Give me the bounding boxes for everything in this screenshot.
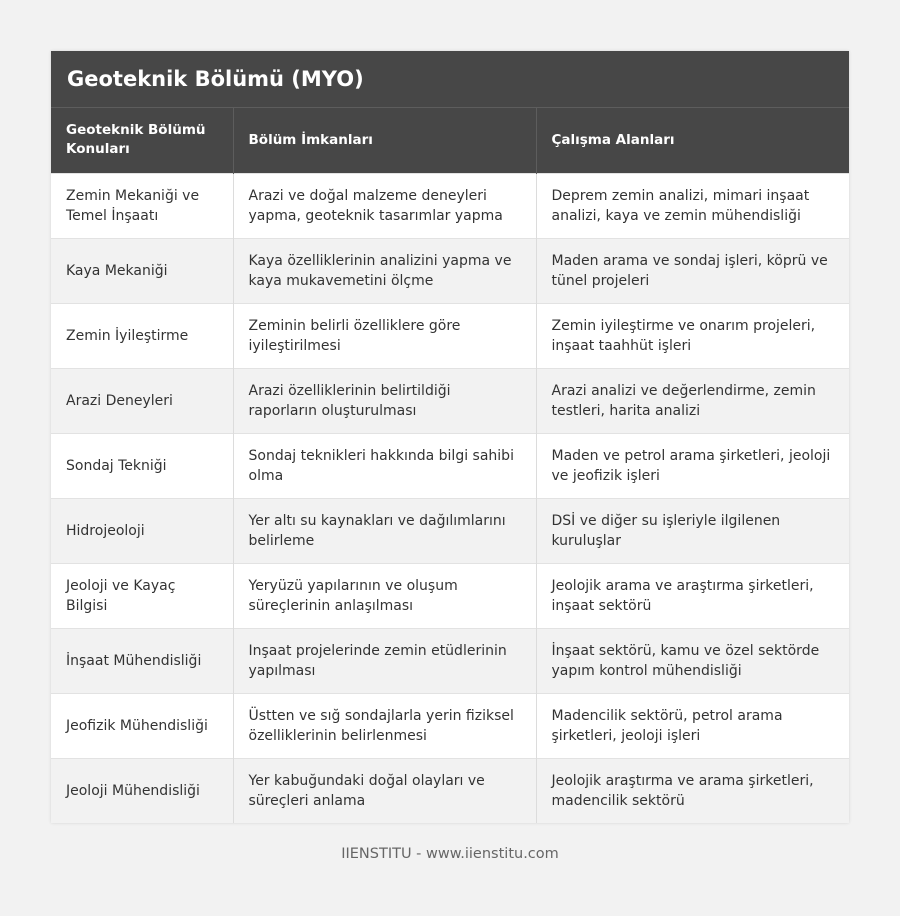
footer-credit: IIENSTITU - www.iienstitu.com: [341, 846, 559, 862]
cell-topic: Jeoloji Mühendisliği: [51, 758, 233, 823]
cell-work-area: Arazi analizi ve değerlendirme, zemin testleri, harita analizi: [536, 368, 849, 433]
table-title: Geoteknik Bölümü (MYO): [51, 51, 849, 108]
cell-work-area: Deprem zemin analizi, mimari inşaat analizi, kaya ve zemin mühendisliği: [536, 173, 849, 238]
cell-facility: Kaya özelliklerinin analizini yapma ve kaya mukavemetini ölçme: [233, 238, 536, 303]
cell-topic: İnşaat Mühendisliği: [51, 628, 233, 693]
cell-facility: Zeminin belirli özelliklere göre iyileştirilmesi: [233, 303, 536, 368]
data-table: [51, 108, 849, 823]
cell-work-area: İnşaat sektörü, kamu ve özel sektörde yapım kontrol mühendisliği: [536, 628, 849, 693]
cell-work-area: DSİ ve diğer su işleriyle ilgilenen kuruluşlar: [536, 498, 849, 563]
cell-work-area: Maden ve petrol arama şirketleri, jeoloji ve jeofizik işleri: [536, 433, 849, 498]
table-row: [51, 368, 849, 433]
cell-work-area: Jeolojik araştırma ve arama şirketleri, madencilik sektörü: [536, 758, 849, 823]
cell-work-area: Jeolojik arama ve araştırma şirketleri, inşaat sektörü: [536, 563, 849, 628]
cell-topic: Arazi Deneyleri: [51, 368, 233, 433]
table-row: [51, 758, 849, 823]
table-card: [51, 51, 849, 823]
cell-topic: Jeofizik Mühendisliği: [51, 693, 233, 758]
cell-facility: Üstten ve sığ sondajlarla yerin fiziksel özelliklerinin belirlenmesi: [233, 693, 536, 758]
cell-topic: Zemin Mekaniği ve Temel İnşaatı: [51, 173, 233, 238]
cell-facility: Inşaat projelerinde zemin etüdlerinin yapılması: [233, 628, 536, 693]
cell-topic: Sondaj Tekniği: [51, 433, 233, 498]
table-row: [51, 238, 849, 303]
cell-facility: Yer altı su kaynakları ve dağılımlarını belirleme: [233, 498, 536, 563]
header-row: [51, 108, 849, 173]
table-row: [51, 303, 849, 368]
cell-facility: Yeryüzü yapılarının ve oluşum süreçlerinin anlaşılması: [233, 563, 536, 628]
cell-facility: Arazi ve doğal malzeme deneyleri yapma, geoteknik tasarımlar yapma: [233, 173, 536, 238]
cell-topic: Jeoloji ve Kayaç Bilgisi: [51, 563, 233, 628]
column-header-topics: Geoteknik Bölümü Konuları: [51, 108, 233, 173]
cell-work-area: Zemin iyileştirme ve onarım projeleri, inşaat taahhüt işleri: [536, 303, 849, 368]
table-row: [51, 173, 849, 238]
column-header-facilities: Bölüm İmkanları: [233, 108, 536, 173]
cell-work-area: Maden arama ve sondaj işleri, köprü ve tünel projeleri: [536, 238, 849, 303]
table-row: [51, 628, 849, 693]
table-row: [51, 433, 849, 498]
table-row: [51, 498, 849, 563]
column-header-work-areas: Çalışma Alanları: [551, 131, 675, 148]
table-row: [51, 563, 849, 628]
cell-facility: Arazi özelliklerinin belirtildiği raporların oluşturulması: [233, 368, 536, 433]
cell-topic: Zemin İyileştirme: [51, 303, 233, 368]
cell-work-area: Madencilik sektörü, petrol arama şirketleri, jeoloji işleri: [536, 693, 849, 758]
cell-facility: Yer kabuğundaki doğal olayları ve süreçleri anlama: [233, 758, 536, 823]
table-row: [51, 693, 849, 758]
cell-topic: Kaya Mekaniği: [51, 238, 233, 303]
cell-topic: Hidrojeoloji: [51, 498, 233, 563]
cell-facility: Sondaj teknikleri hakkında bilgi sahibi olma: [233, 433, 536, 498]
